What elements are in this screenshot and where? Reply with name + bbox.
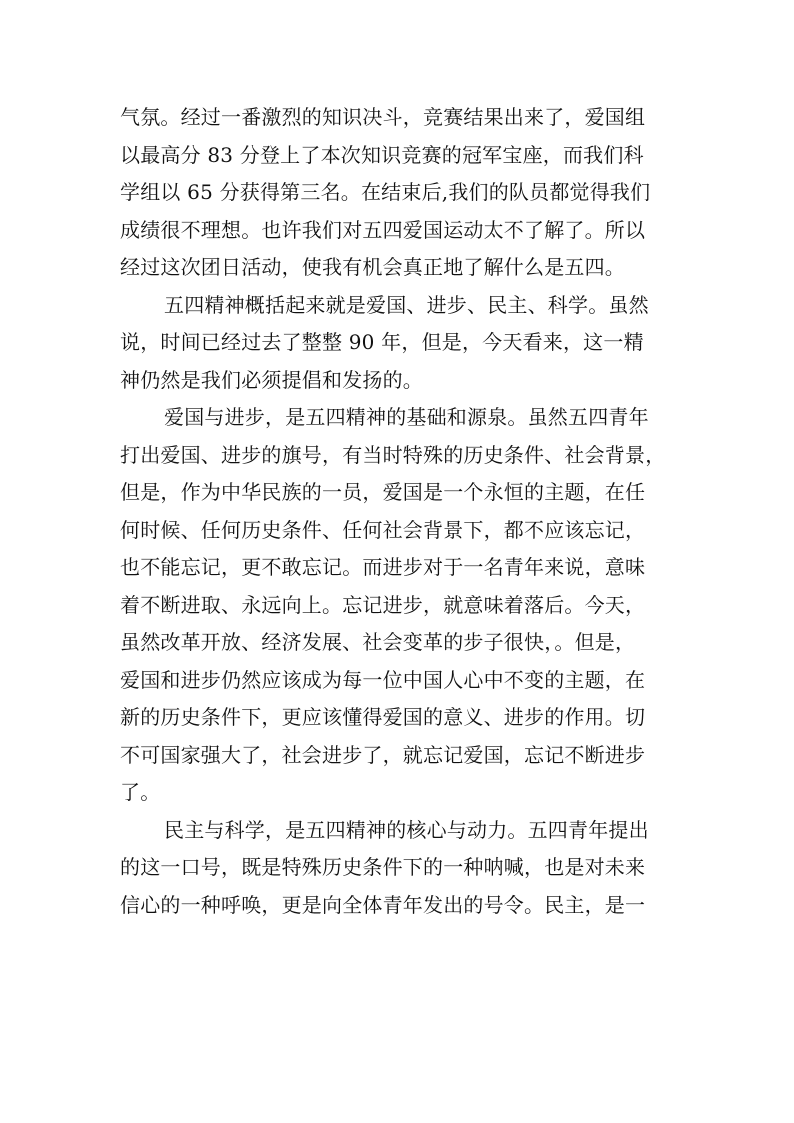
text-line: 不可国家强大了，社会进步了，就忘记爱国，忘记不断进步 bbox=[120, 742, 646, 767]
text-line: 经过这次团日活动，使我有机会真正地了解什么是五四。 bbox=[120, 255, 625, 279]
text-line: 信心的一种呼唤，更是向全体青年发出的号令。民主，是一 bbox=[120, 892, 646, 917]
text-line: 何时候、任何历史条件、任何社会背景下，都不应该忘记， bbox=[120, 517, 646, 542]
body-text bbox=[120, 99, 676, 924]
text-line: 说，时间已经过去了整整 90 年，但是，今天看来，这一精 bbox=[120, 330, 644, 354]
text-line: 虽然改革开放、经济发展、社会变革的步子很快，。但是， bbox=[120, 630, 636, 654]
text-line: 爱国和进步仍然应该成为每一位中国人心中不变的主题，在 bbox=[120, 667, 646, 692]
text-line: 新的历史条件下，更应该懂得爱国的意义、进步的作用。切 bbox=[120, 705, 646, 729]
text-line: 也不能忘记，更不敢忘记。而进步对于一名青年来说，意味 bbox=[120, 555, 646, 579]
text-line: 神仍然是我们必须提倡和发扬的。 bbox=[120, 367, 423, 392]
text-line: 打出爱国、进步的旗号，有当时特殊的历史条件、社会背景， bbox=[120, 442, 666, 467]
text-line: 五四精神概括起来就是爱国、进步、民主、科学。虽然 bbox=[164, 292, 649, 317]
text-line: 民主与科学，是五四精神的核心与动力。五四青年提出 bbox=[164, 817, 649, 842]
text-line: 的这一口号，既是特殊历史条件下的一种呐喊，也是对未来 bbox=[120, 855, 646, 879]
text-line: 气氛。经过一番激烈的知识决斗，竞赛结果出来了，爱国组 bbox=[120, 105, 646, 129]
text-line: 但是，作为中华民族的一员，爱国是一个永恒的主题，在任 bbox=[120, 480, 646, 504]
text-line: 以最高分 83 分登上了本次知识竞赛的冠军宝座，而我们科 bbox=[120, 142, 644, 167]
text-line: 爱国与进步，是五四精神的基础和源泉。虽然五四青年 bbox=[164, 405, 649, 429]
text-line: 了。 bbox=[120, 780, 161, 804]
text-line: 成绩很不理想。也许我们对五四爱国运动太不了解了。所以 bbox=[120, 217, 646, 242]
text-line: 学组以 65 分获得第三名。在结束后,我们的队员都觉得我们 bbox=[120, 180, 651, 204]
text-line: 着不断进取、永远向上。忘记进步，就意味着落后。今天， bbox=[120, 592, 646, 617]
